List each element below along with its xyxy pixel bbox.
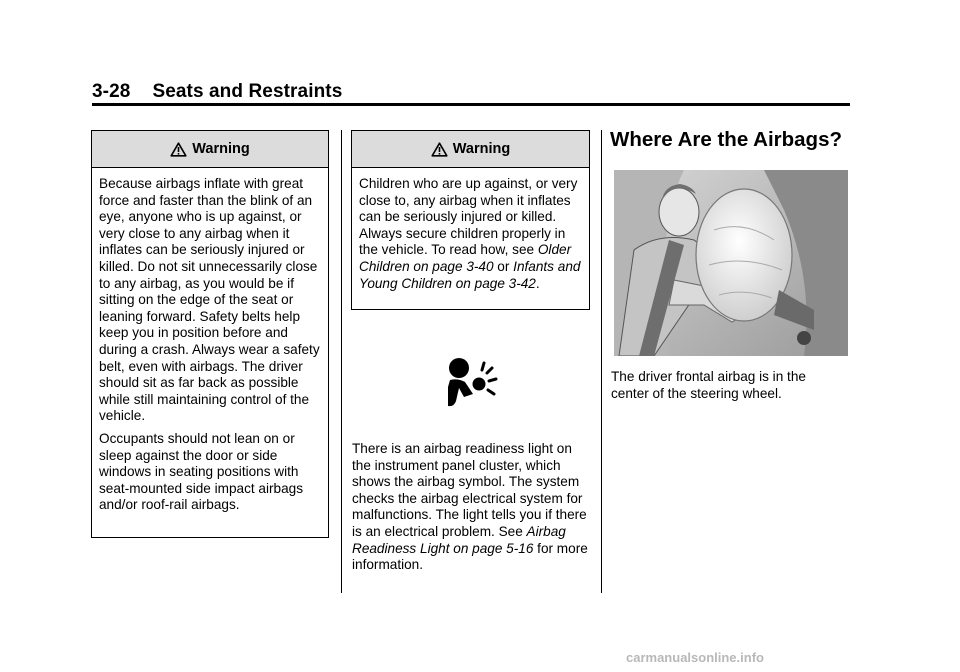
- warning-text: Children who are up against, or very close to, any airbag when it inflates can be seriously injured or killed. Always secure children properly in the vehicle. To read how, see: [359, 176, 578, 258]
- page-header: [92, 81, 342, 103]
- warning-text: .: [535, 275, 540, 291]
- warning-label: Warning: [452, 141, 511, 157]
- driver-airbag-illustration: [614, 170, 848, 356]
- warning-body-middle: [352, 168, 589, 302]
- warning-paragraph: [359, 176, 582, 292]
- body-text: [352, 441, 592, 574]
- caption-text: The driver frontal airbag is in the center of the steering wheel.: [611, 369, 806, 401]
- warning-paragraph: Occupants should not lean on or sleep against the door or side windows in seating positions with seat-mounted side impact airbags and/or roof-rail airbags.: [99, 430, 304, 513]
- warning-box-left: [91, 130, 329, 538]
- warning-text: or: [493, 258, 514, 274]
- column-divider-2: [601, 130, 602, 593]
- warning-triangle-icon: [170, 142, 187, 157]
- body-text-span: There is an airbag readiness light on the instrument panel cluster, which shows the airbag symbol. The system checks the airbag electrical system for malfunctions. The light tells you if there is an electrical problem. See: [352, 441, 587, 539]
- column-divider-1: [341, 130, 342, 593]
- cross-reference-link[interactable]: Older Children on page 3-40: [359, 242, 572, 274]
- warning-triangle-icon: [431, 142, 448, 157]
- body-text-span: for more information.: [352, 540, 588, 573]
- warning-label: Warning: [192, 141, 250, 157]
- readiness-paragraph: [352, 441, 592, 574]
- airbag-readiness-icon: [446, 357, 500, 411]
- footer-watermark: carmanualsonline.info: [626, 650, 764, 665]
- warning-paragraph: Because airbags inflate with great force and faster than the blink of an eye, anyone who is up against, or very close to any airbag when it inflates can be seriously injured or killed. Do not sit unnecessarily close to any airbag, as you would be if sitting on the edge of the seat or leaning forward. Safety belts help keep you in position before and during a crash. Always wear a safety belt, even with airbags. The driver should sit as far back as possible while still maintaining control of the vehicle.: [99, 176, 320, 424]
- header-rule: [92, 103, 850, 106]
- warning-heading-middle: [352, 131, 589, 168]
- airbag-caption: [611, 369, 841, 402]
- cross-reference-link[interactable]: Infants and Young Children on page 3-42: [359, 258, 581, 291]
- warning-box-middle: [351, 130, 590, 310]
- section-heading: Where Are the Airbags?: [610, 128, 842, 151]
- section-title: Seats and Restraints: [152, 81, 343, 102]
- warning-body-left: [92, 168, 328, 524]
- page-number: 3-28: [92, 81, 131, 102]
- warning-heading-left: [92, 131, 328, 168]
- cross-reference-link[interactable]: Airbag Readiness Light on page 5-16: [352, 523, 566, 556]
